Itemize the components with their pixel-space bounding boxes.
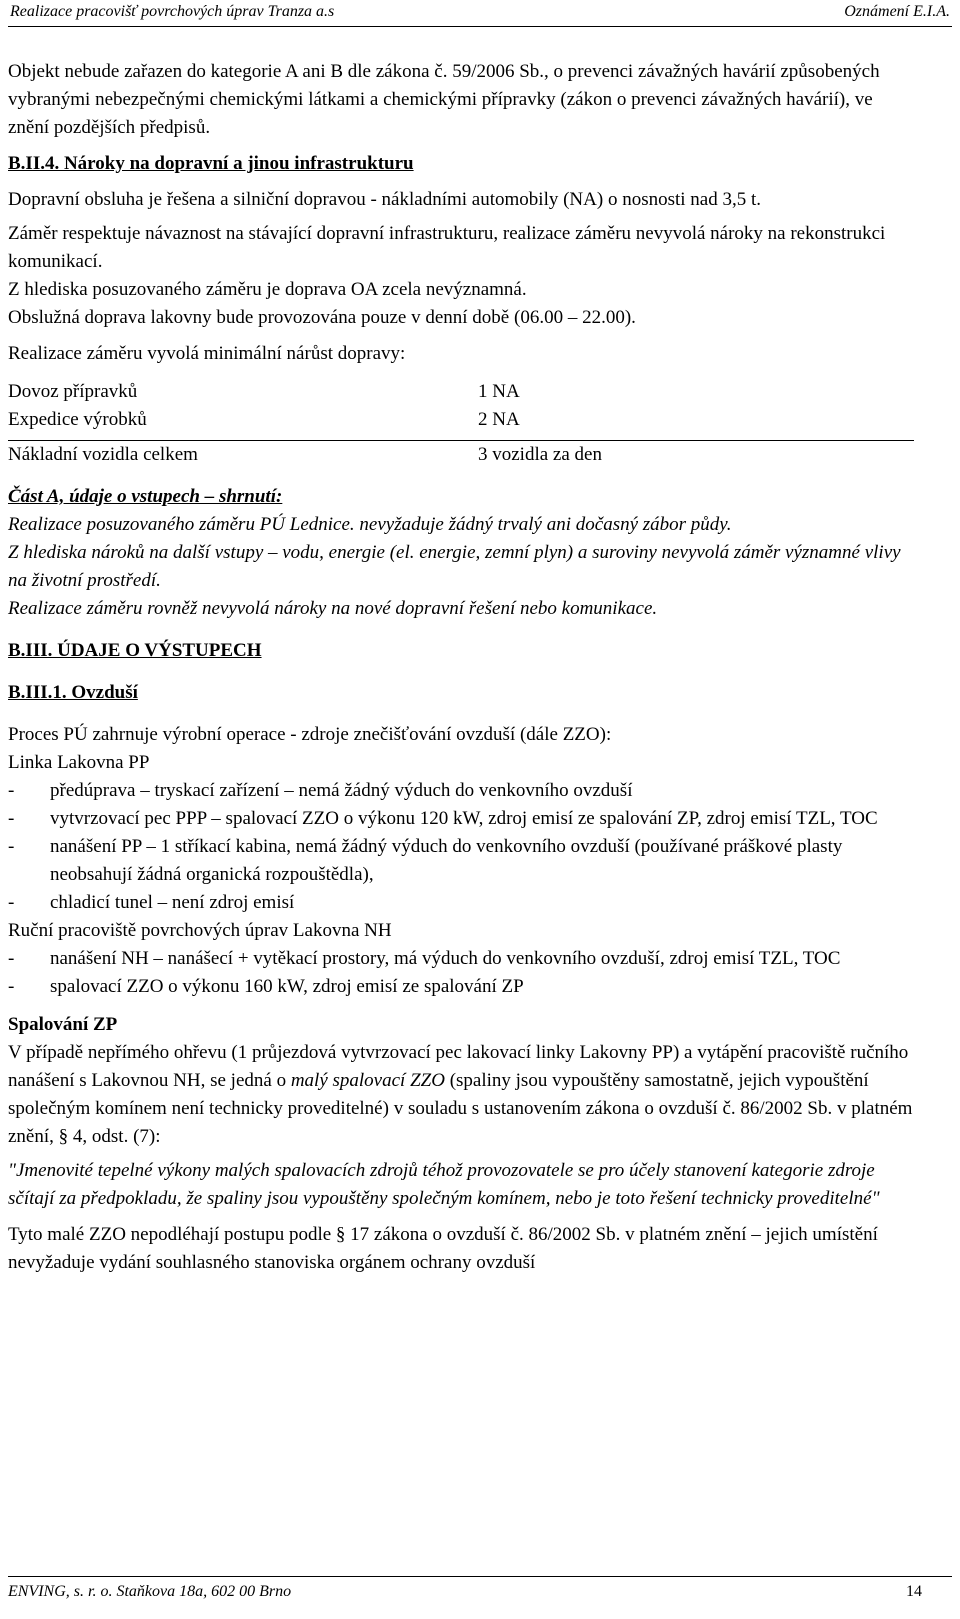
page-header [8, 2, 952, 27]
list-marker: - [8, 808, 15, 829]
summary-land: Realizace posuzovaného záměru PÚ Lednice. nevyžaduje žádný trvalý ani dočasný zábor půdy. [8, 514, 732, 535]
paragraph-infrastructure: Záměr respektuje návaznost na stávající dopravní infrastrukturu, realizace záměru nevyvolá nároky na rekonstrukci komunikací. [8, 223, 886, 272]
list-item-text: vytvrzovací pec PPP – spalovací ZZO o výkonu 120 kW, zdroj emisí ze spalování ZP, zdroj emisí TZL, TOC [50, 808, 878, 829]
paragraph-transport: Dopravní obsluha je řešena a silniční dopravou - nákladními automobily (NA) o nosnosti nad 3,5 t. [8, 189, 761, 210]
list-item [8, 945, 914, 973]
heating-text-a: V případě nepřímého ohřevu (1 průjezdová vytvrzovací pec lakovací linky Lakovny PP) a vytápění pracoviště ručního nanášení s Lakovnou NH, se jedná o [8, 1042, 909, 1091]
traffic-label: Dovoz přípravků [8, 381, 138, 402]
traffic-total-row [8, 441, 914, 469]
paragraph-process: Proces PÚ zahrnuje výrobní operace - zdroje znečišťování ovzduší (dále ZZO): [8, 724, 612, 745]
section-heading-b3: B.III. ÚDAJE O VÝSTUPECH [8, 640, 262, 661]
paragraph-oa: Z hlediska posuzovaného záměru je doprava OA zcela nevýznamná. [8, 279, 527, 300]
section-heading-b31: B.III.1. Ovzduší [8, 682, 138, 703]
list-marker: - [8, 976, 15, 997]
traffic-total-label: Nákladní vozidla celkem [8, 444, 198, 465]
list-marker: - [8, 836, 15, 857]
traffic-value: 2 NA [478, 409, 520, 430]
paragraph-exemption: Tyto malé ZZO nepodléhají postupu podle § 17 zákona o ovzduší č. 86/2002 Sb. v platném znění – jejich umístění nevyžaduje vydání souhlasného stanoviska orgánem ochrany ovzduší [8, 1224, 878, 1273]
paragraph-traffic-intro: Realizace záměru vyvolá minimální nárůst dopravy: [8, 343, 406, 364]
traffic-table [8, 378, 914, 469]
list-marker: - [8, 780, 15, 801]
paragraph-category: Objekt nebude zařazen do kategorie A ani B dle zákona č. 59/2006 Sb., o prevenci závažných havárií způsobených vybranými nebezpečnými chemickými látkami a chemickými přípravky (zákon o prevenci závažných havárií), ve znění pozdějších předpisů. [8, 61, 880, 138]
list-item-text: chladicí tunel – není zdroj emisí [50, 892, 295, 913]
traffic-row [8, 378, 914, 406]
traffic-value: 1 NA [478, 381, 520, 402]
traffic-row [8, 406, 914, 434]
traffic-label: Expedice výrobků [8, 409, 147, 430]
list-item [8, 805, 914, 833]
summary-heading: Část A, údaje o vstupech – shrnutí: [8, 486, 283, 507]
list-marker: - [8, 948, 15, 969]
page-footer [8, 1576, 952, 1607]
section-heading-b24: B.II.4. Nároky na dopravní a jinou infrastrukturu [8, 153, 414, 174]
list-item [8, 889, 914, 917]
list-lakovna-pp [8, 777, 914, 917]
heating-text-b: (spaliny jsou vypouštěny samostatně, jejich vypouštění společným komínem není technicky proveditelné) v souladu s ustanovením zákona o ovzduší č. 86/2002 Sb. v platném znění, § 4, odst. (7): [8, 1070, 913, 1147]
heating-text-italic: malý spalovací ZZO [290, 1070, 445, 1091]
list-item-text: nanášení NH – nanášecí + vytěkací prostory, má výduch do venkovního ovzduší, zdroj emisí TZL, TOC [50, 948, 841, 969]
list-item [8, 777, 914, 805]
paragraph-heating [8, 1039, 914, 1151]
header-title: Realizace pracovišť povrchových úprav Tranza a.s [10, 3, 335, 20]
list-item [8, 973, 914, 1001]
list-marker: - [8, 892, 15, 913]
summary-inputs: Z hlediska nároků na další vstupy – vodu, energie (el. energie, zemní plyn) a suroviny nevyvolá záměr významné vlivy na životní prostředí. [8, 542, 901, 591]
paragraph-hours: Obslužná doprava lakovny bude provozována pouze v denní době (06.00 – 22.00). [8, 307, 636, 328]
header-doc-type: Oznámení E.I.A. [844, 3, 950, 20]
list-item [8, 833, 914, 889]
legal-quote: "Jmenovité tepelné výkony malých spalovacích zdrojů téhož provozovatele se pro účely stanovení kategorie zdroje sčítají za předpokladu, že spaliny jsou vypouštěny společným komínem, nebo je toto řešení technicky proveditelné" [8, 1160, 880, 1209]
list-item-text: nanášení PP – 1 stříkací kabina, nemá žádný výduch do venkovního ovzduší (používané práškové plasty neobsahují žádná organická rozpouštědla), [50, 836, 843, 885]
line-lakovna-nh: Ruční pracoviště povrchových úprav Lakovna NH [8, 920, 392, 941]
footer-address: ENVING, s. r. o. Staňkova 18a, 602 00 Brno [8, 1583, 292, 1600]
list-item-text: spalovací ZZO o výkonu 160 kW, zdroj emisí ze spalování ZP [50, 976, 524, 997]
heading-spalovani-zp: Spalování ZP [8, 1014, 118, 1035]
page-number: 14 [906, 1583, 922, 1600]
traffic-total-value: 3 vozidla za den [478, 444, 602, 465]
line-lakovna-pp: Linka Lakovna PP [8, 752, 150, 773]
list-lakovna-nh [8, 945, 914, 1001]
page-content [8, 58, 914, 1277]
summary-transport: Realizace záměru rovněž nevyvolá nároky na nové dopravní řešení nebo komunikace. [8, 598, 658, 619]
list-item-text: předúprava – tryskací zařízení – nemá žádný výduch do venkovního ovzduší [50, 780, 633, 801]
